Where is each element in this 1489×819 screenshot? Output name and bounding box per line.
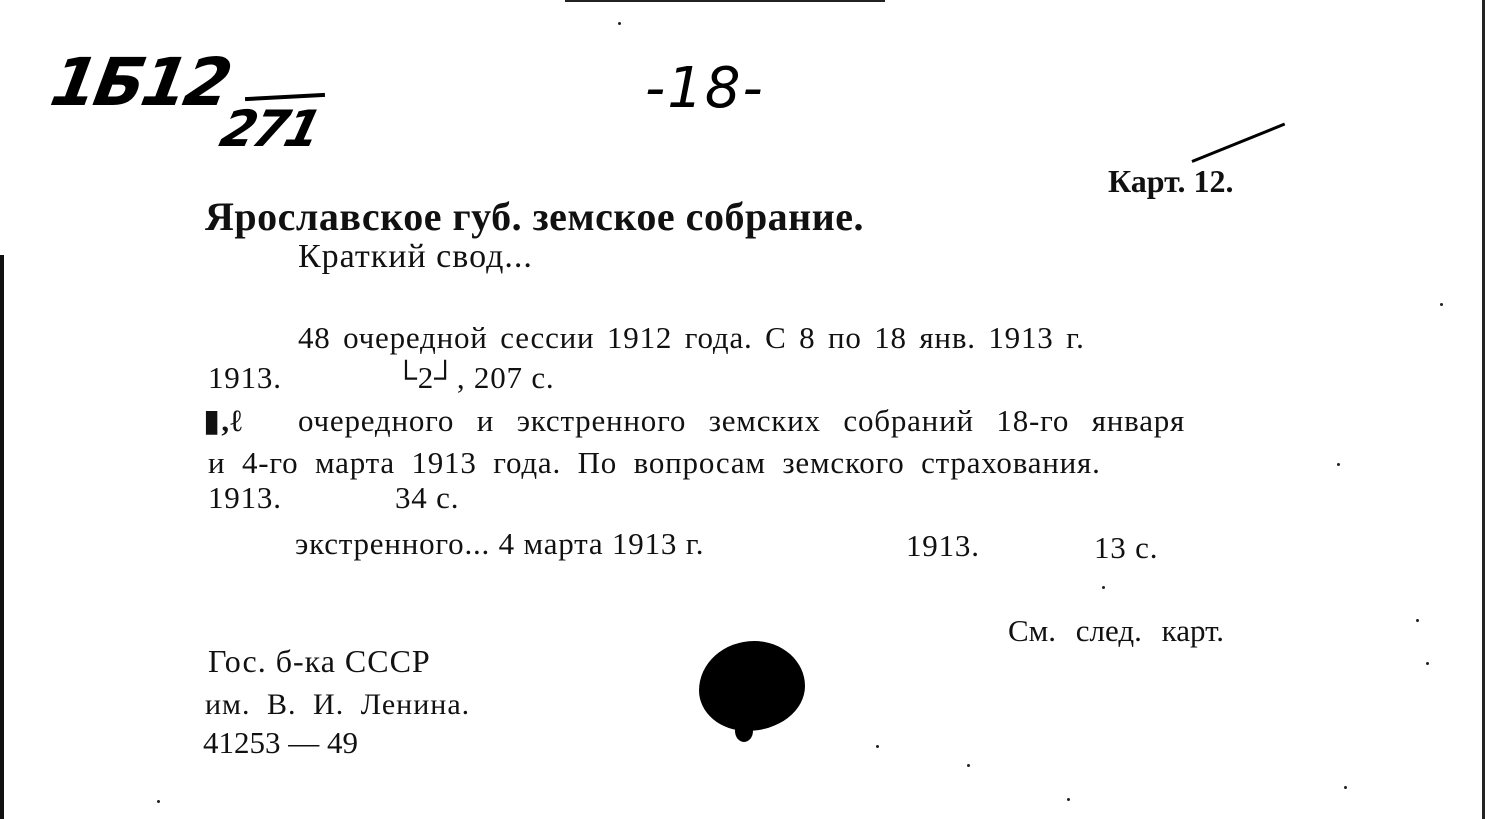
dust-speck: [1440, 303, 1443, 306]
card-number-strikethrough: [1191, 123, 1285, 163]
card-top-edge: [565, 0, 885, 2]
smudged-mark: ▮‚ℓ: [203, 403, 243, 438]
dust-speck: [157, 800, 160, 803]
dust-speck: [876, 745, 879, 748]
entry-line-extra-sessions: очередного и экстренного земских собраний 18-го января: [298, 403, 1186, 438]
entry-pages: 13 с.: [1094, 530, 1159, 565]
entry-pages: └2┘, 207 с.: [395, 360, 555, 395]
handwritten-shelfmark: 1Б12: [45, 44, 235, 121]
ink-blot-drip: [735, 720, 753, 742]
entry-line-session: 48 очередной сессии 1912 года. С 8 по 18 янв. 1913 г.: [298, 320, 1085, 355]
see-next-card-note: См. след. карт.: [1008, 613, 1225, 648]
library-name-dedication: им. В. И. Ленина.: [205, 688, 471, 721]
library-name: Гос. б-ка СССР: [208, 643, 431, 679]
entry-year: 1913.: [208, 360, 282, 395]
dust-speck: [1416, 619, 1419, 622]
handwritten-page-number: -18-: [645, 56, 765, 121]
dust-speck: [1426, 662, 1429, 665]
entry-pages: 34 с.: [395, 480, 460, 515]
card-label: Карт. 12.: [1108, 163, 1234, 199]
card-left-edge: [0, 255, 4, 819]
card-right-edge: [1482, 0, 1485, 819]
dust-speck: [1337, 463, 1340, 466]
library-print-number: 41253 — 49: [203, 725, 358, 760]
card-subtitle: Краткий свод...: [298, 238, 533, 275]
handwritten-shelfmark-number: 271: [214, 100, 325, 158]
ink-blot: [699, 641, 805, 731]
entry-line-insurance: и 4-го марта 1913 года. По вопросам земского страхования.: [208, 445, 1101, 480]
card-heading: Ярославское губ. земское собрание.: [205, 194, 865, 239]
entry-year: 1913.: [208, 480, 282, 515]
dust-speck: [1067, 798, 1070, 801]
dust-speck: [618, 22, 621, 25]
dust-speck: [967, 764, 970, 767]
dust-speck: [1102, 586, 1105, 589]
entry-year: 1913.: [906, 528, 980, 563]
entry-line-extraordinary: экстренного... 4 марта 1913 г.: [295, 526, 705, 561]
dust-speck: [1344, 786, 1347, 789]
